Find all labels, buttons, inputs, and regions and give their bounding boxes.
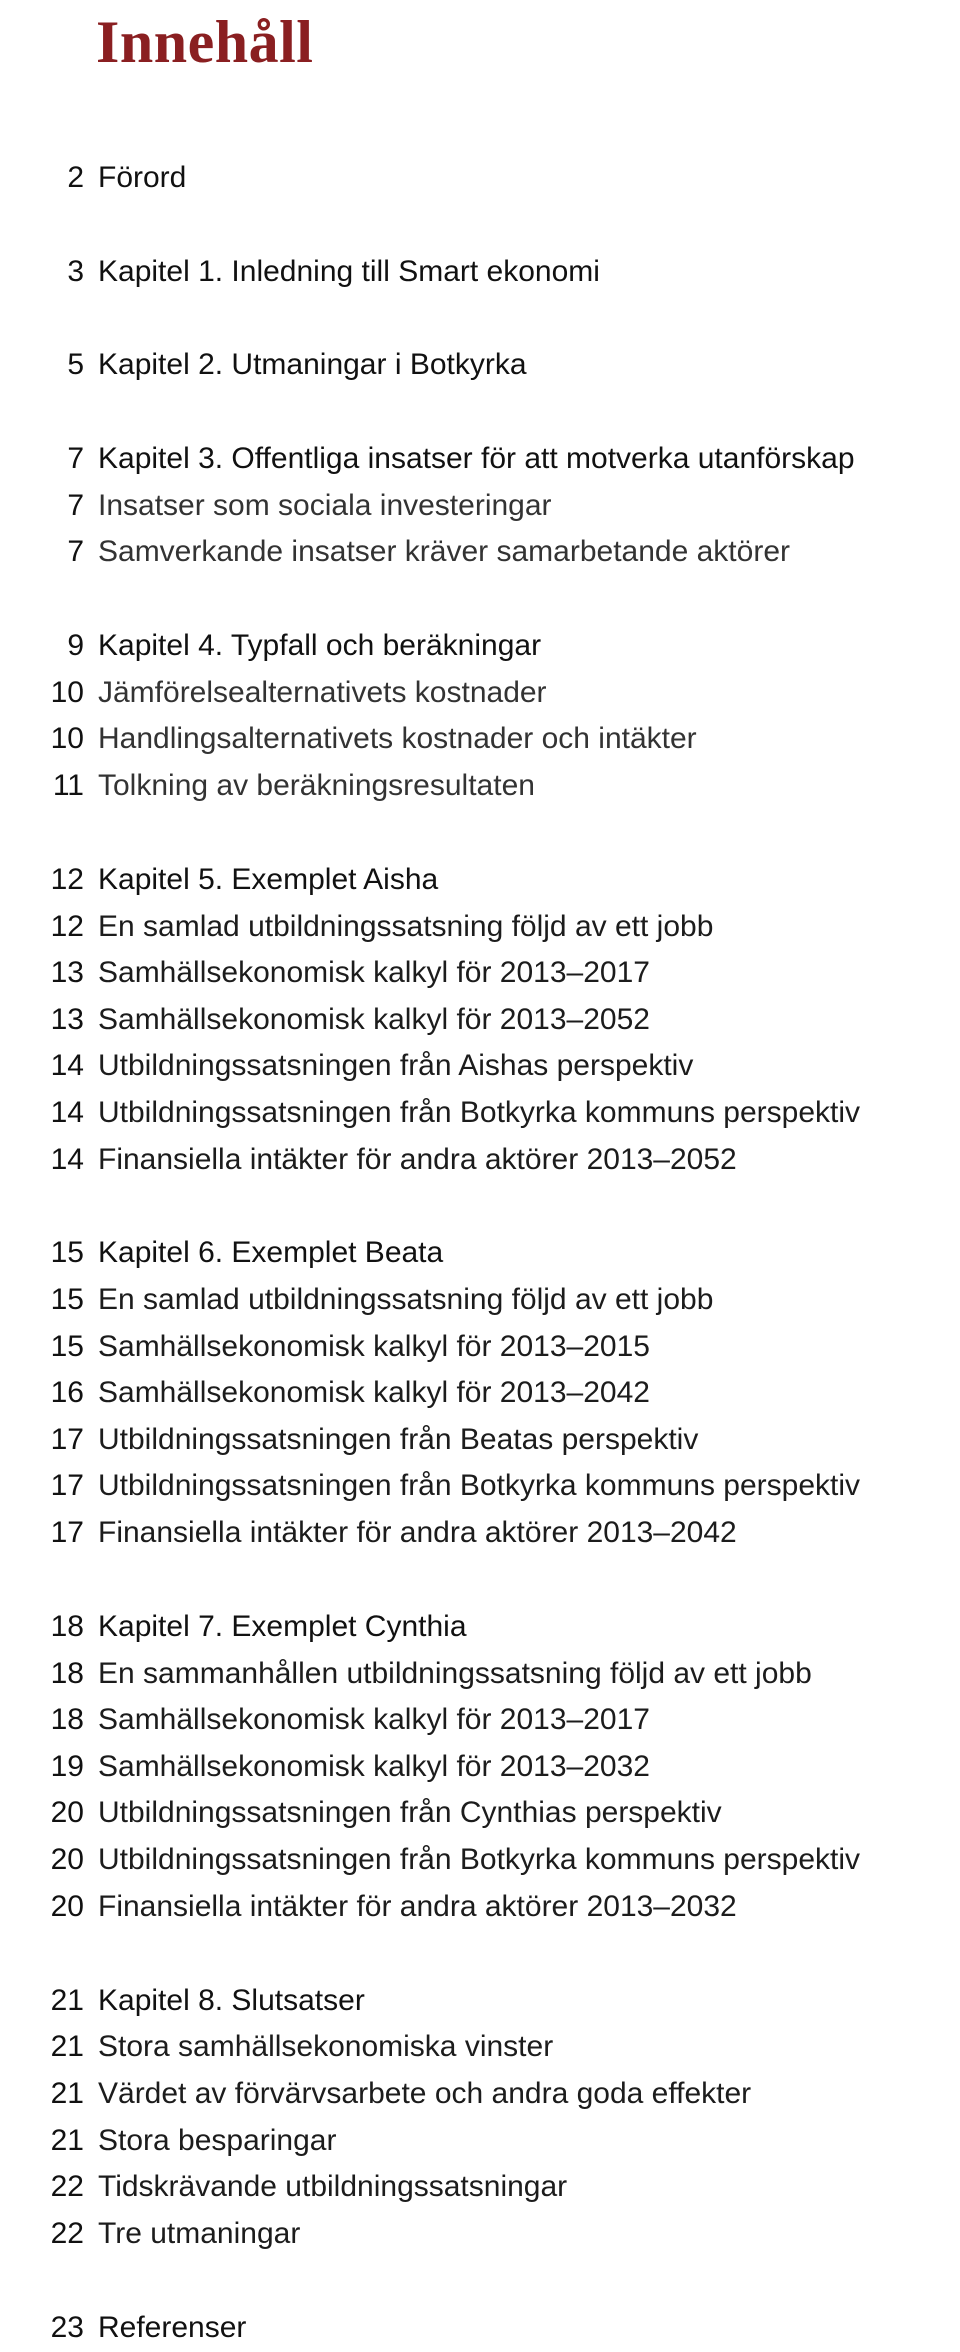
toc-page-number: 14 [50,1096,84,1129]
toc-page-number: 14 [50,1049,84,1082]
toc-page-number: 11 [52,769,84,802]
toc-page-number: 20 [50,1890,84,1923]
toc-entry-section[interactable] [0,1698,960,1742]
toc-entry-text: Värdet av förvärvsarbete och andra goda effekter [98,2077,752,2110]
toc-page-number: 23 [50,2311,84,2344]
toc-entry-section[interactable] [0,484,960,528]
toc-page-number: 10 [50,722,84,755]
toc-entry-text: Tidskrävande utbildningssatsningar [98,2170,568,2203]
toc-page-number: 17 [50,1516,84,1549]
toc-entry-section[interactable] [0,951,960,995]
toc-entry-text: Kapitel 4. Typfall och beräkningar [98,629,542,662]
toc-page-number: 12 [50,863,84,896]
toc-entry-text: En sammanhållen utbildningssatsning följd av ett jobb [98,1657,812,1690]
toc-page-number: 5 [67,348,84,381]
toc-entry-section[interactable] [0,2072,960,2116]
toc-entry-text: Stora besparingar [98,2124,337,2157]
toc-entry-chapter-8[interactable] [0,1979,960,2023]
toc-page-number: 20 [50,1796,84,1829]
toc-entry-text: Samhällsekonomisk kalkyl för 2013–2052 [98,1003,650,1036]
toc-page-number: 15 [50,1236,84,1269]
toc-page-number: 7 [67,442,84,475]
toc-entry-text: Kapitel 1. Inledning till Smart ekonomi [98,255,600,288]
toc-entry-text: Finansiella intäkter för andra aktörer 2013–2052 [98,1143,737,1176]
toc-entry-section[interactable] [0,1791,960,1835]
toc-page-number: 3 [67,255,84,288]
toc-entry-chapter-3[interactable] [0,437,960,481]
toc-entry-text: Tolkning av beräkningsresultaten [98,769,535,802]
toc-entry-section[interactable] [0,764,960,808]
toc-entry-text: Finansiella intäkter för andra aktörer 2013–2042 [98,1516,737,1549]
toc-entry-text: En samlad utbildningssatsning följd av ett jobb [98,910,714,943]
toc-entry-section[interactable] [0,2119,960,2163]
toc-entry-section[interactable] [0,2025,960,2069]
toc-entry-section[interactable] [0,905,960,949]
toc-entry-section[interactable] [0,1745,960,1789]
toc-entry-text: Kapitel 3. Offentliga insatser för att motverka utanförskap [98,442,855,475]
toc-entry-text: En samlad utbildningssatsning följd av ett jobb [98,1283,714,1316]
toc-page-number: 20 [50,1843,84,1876]
toc-page-number: 18 [50,1610,84,1643]
toc-entry-text: Handlingsalternativets kostnader och intäkter [98,722,697,755]
toc-entry-section[interactable] [0,671,960,715]
toc-entry-section[interactable] [0,1652,960,1696]
toc-entry-section[interactable] [0,717,960,761]
toc-entry-section[interactable] [0,1138,960,1182]
toc-entry-text: Utbildningssatsningen från Botkyrka kommuns perspektiv [98,1843,861,1876]
toc-entry-section[interactable] [0,1278,960,1322]
toc-entry-chapter-5[interactable] [0,858,960,902]
toc-page-number: 18 [50,1657,84,1690]
toc-entry-text: Samhällsekonomisk kalkyl för 2013–2017 [98,1703,650,1736]
toc-entry-section[interactable] [0,1464,960,1508]
toc-entry-references[interactable] [0,2306,960,2350]
toc-entry-text: Samhällsekonomisk kalkyl för 2013–2032 [98,1750,650,1783]
toc-entry-section[interactable] [0,1044,960,1088]
toc-entry-chapter-1[interactable] [0,250,960,294]
toc-page-number: 13 [50,1003,84,1036]
toc-page-number: 21 [50,2077,84,2110]
toc-entry-text: Samhällsekonomisk kalkyl för 2013–2015 [98,1330,650,1363]
toc-page-number: 22 [50,2170,84,2203]
toc-entry-section[interactable] [0,1511,960,1555]
toc-entry-section[interactable] [0,1325,960,1369]
toc-entry-chapter-6[interactable] [0,1231,960,1275]
toc-page-number: 17 [50,1423,84,1456]
toc-entry-text: Samverkande insatser kräver samarbetande aktörer [98,535,790,568]
toc-page-number: 21 [50,1984,84,2017]
toc-entry-chapter-4[interactable] [0,624,960,668]
toc-entry-text: Jämförelsealternativets kostnader [98,676,547,709]
toc-page-number: 16 [50,1376,84,1409]
toc-page-number: 2 [67,161,84,194]
toc-entry-text: Utbildningssatsningen från Botkyrka kommuns perspektiv [98,1096,861,1129]
toc-entry-section[interactable] [0,2165,960,2209]
toc-entry-chapter-7[interactable] [0,1605,960,1649]
toc-entry-text: Kapitel 8. Slutsatser [98,1984,365,2017]
toc-entry-text: Kapitel 7. Exemplet Cynthia [98,1610,467,1643]
toc-page-number: 18 [50,1703,84,1736]
toc-entry-chapter-2[interactable] [0,343,960,387]
toc-page-number: 21 [50,2124,84,2157]
toc-entry-foreword[interactable] [0,156,960,200]
toc-entry-section[interactable] [0,1418,960,1462]
toc-entry-section[interactable] [0,1371,960,1415]
toc-entry-section[interactable] [0,2212,960,2256]
toc-entry-text: Utbildningssatsningen från Aishas perspektiv [98,1049,694,1082]
toc-entry-text: Referenser [98,2311,247,2344]
toc-page-number: 9 [67,629,84,662]
toc-entry-section[interactable] [0,530,960,574]
toc-entry-text: Tre utmaningar [98,2217,301,2250]
toc-entry-text: Kapitel 5. Exemplet Aisha [98,863,439,896]
toc-entry-text: Stora samhällsekonomiska vinster [98,2030,554,2063]
toc-entry-text: Utbildningssatsningen från Cynthias perspektiv [98,1796,722,1829]
toc-page-number: 14 [50,1143,84,1176]
toc-page-number: 13 [50,956,84,989]
toc-page-number: 19 [50,1750,84,1783]
toc-page-number: 7 [67,535,84,568]
toc-entry-text: Kapitel 6. Exemplet Beata [98,1236,444,1269]
toc-entry-text: Kapitel 2. Utmaningar i Botkyrka [98,348,527,381]
page-title: Innehåll [96,9,314,75]
toc-page-number: 15 [50,1330,84,1363]
toc-entry-text: Samhällsekonomisk kalkyl för 2013–2017 [98,956,650,989]
toc-entry-text: Finansiella intäkter för andra aktörer 2013–2032 [98,1890,737,1923]
toc-entry-text: Samhällsekonomisk kalkyl för 2013–2042 [98,1376,650,1409]
toc-page-number: 12 [50,910,84,943]
toc-entry-section[interactable] [0,1091,960,1135]
toc-page-number: 22 [50,2217,84,2250]
toc-entry-text: Utbildningssatsningen från Beatas perspektiv [98,1423,699,1456]
toc-entry-section[interactable] [0,1838,960,1882]
toc-entry-section[interactable] [0,1885,960,1929]
toc-page-number: 17 [50,1469,84,1502]
toc-entry-text: Förord [98,161,187,194]
toc-page-number: 21 [50,2030,84,2063]
toc-page-number: 10 [50,676,84,709]
toc-page-number: 7 [67,489,84,522]
toc-entry-text: Utbildningssatsningen från Botkyrka kommuns perspektiv [98,1469,861,1502]
toc-entry-section[interactable] [0,998,960,1042]
toc-entry-text: Insatser som sociala investeringar [98,489,552,522]
toc-page-number: 15 [50,1283,84,1316]
